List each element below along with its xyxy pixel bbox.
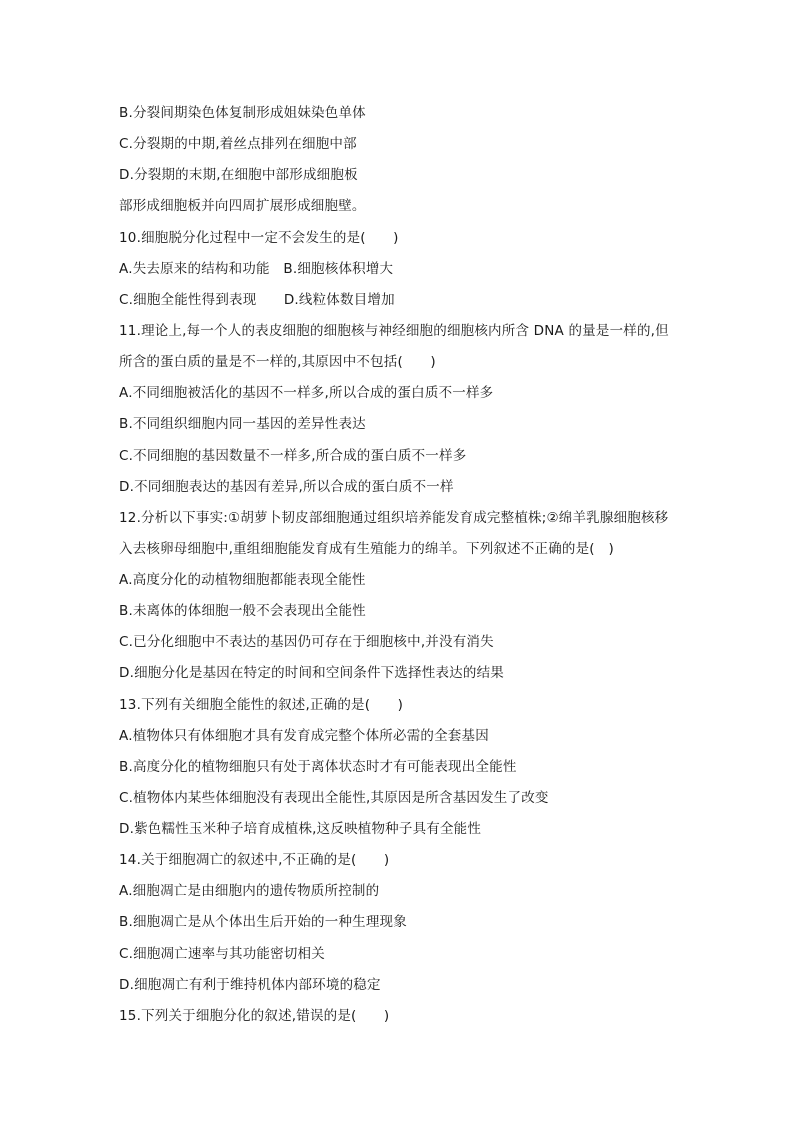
option-13b: B.高度分化的植物细胞只有处于离体状态时才有可能表现出全能性 xyxy=(119,759,517,775)
options-10-ab: A.失去原来的结构和功能 B.细胞核体积增大 xyxy=(119,261,394,277)
question-13: 13.下列有关细胞全能性的叙述,正确的是( ) xyxy=(119,697,404,713)
question-15: 15.下列关于细胞分化的叙述,错误的是( ) xyxy=(119,1008,390,1024)
option-14d: D.细胞凋亡有利于维持机体内部环境的稳定 xyxy=(119,977,381,993)
option-13c: C.植物体内某些体细胞没有表现出全能性,其原因是所含基因发生了改变 xyxy=(119,790,549,806)
option-12b: B.未离体的体细胞一般不会表现出全能性 xyxy=(119,603,366,619)
option-14b: B.细胞凋亡是从个体出生后开始的一种生理现象 xyxy=(119,914,407,930)
question-11-line2: 所含的蛋白质的量是不一样的,其原因中不包括( ) xyxy=(119,354,436,370)
question-12-line1: 12.分析以下事实:①胡萝卜韧皮部细胞通过组织培养能发育成完整植株;②绵羊乳腺细胞核移 xyxy=(119,510,669,526)
options-10-cd: C.细胞全能性得到表现 D.线粒体数目增加 xyxy=(119,292,395,308)
option-11d: D.不同细胞表达的基因有差异,所以合成的蛋白质不一样 xyxy=(119,479,454,495)
question-10: 10.细胞脱分化过程中一定不会发生的是( ) xyxy=(119,230,399,246)
option-9d: D.分裂期的末期,在细胞中部形成细胞板 xyxy=(119,167,358,183)
option-11b: B.不同组织细胞内同一基因的差异性表达 xyxy=(119,416,366,432)
option-12c: C.已分化细胞中不表达的基因仍可存在于细胞核中,并没有消失 xyxy=(119,634,494,650)
option-13a: A.植物体只有体细胞才具有发育成完整个体所必需的全套基因 xyxy=(119,728,489,744)
option-11c: C.不同细胞的基因数量不一样多,所合成的蛋白质不一样多 xyxy=(119,448,467,464)
option-13d: D.紫色糯性玉米种子培育成植株,这反映植物种子具有全能性 xyxy=(119,821,482,837)
question-14: 14.关于细胞凋亡的叙述中,不正确的是( ) xyxy=(119,852,390,868)
text-fragment: 部形成细胞板并向四周扩展形成细胞壁。 xyxy=(119,198,366,214)
option-12a: A.高度分化的动植物细胞都能表现全能性 xyxy=(119,572,366,588)
option-14a: A.细胞凋亡是由细胞内的遗传物质所控制的 xyxy=(119,883,380,899)
question-11-line1: 11.理论上,每一个人的表皮细胞的细胞核与神经细胞的细胞核内所含 DNA 的量是一样的,但 xyxy=(119,323,669,339)
option-9c: C.分裂期的中期,着丝点排列在细胞中部 xyxy=(119,136,357,152)
option-12d: D.细胞分化是基因在特定的时间和空间条件下选择性表达的结果 xyxy=(119,665,504,681)
option-9b: B.分裂间期染色体复制形成姐妹染色单体 xyxy=(119,105,366,121)
option-11a: A.不同细胞被活化的基因不一样多,所以合成的蛋白质不一样多 xyxy=(119,385,494,401)
question-12-line2: 入去核卵母细胞中,重组细胞能发育成有生殖能力的绵羊。下列叙述不正确的是( ) xyxy=(119,541,614,557)
option-14c: C.细胞凋亡速率与其功能密切相关 xyxy=(119,946,325,962)
